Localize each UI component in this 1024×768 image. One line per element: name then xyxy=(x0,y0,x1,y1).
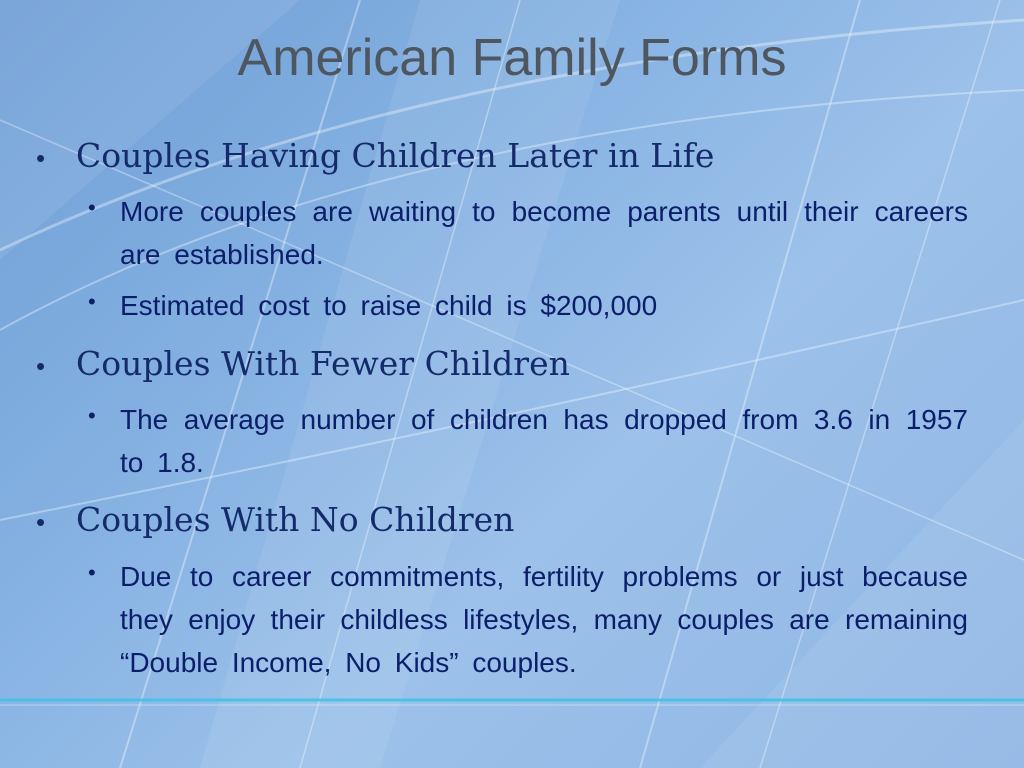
bullet-icon: • xyxy=(36,351,46,381)
heading-text: Couples With Fewer Children xyxy=(76,344,570,383)
point-waiting xyxy=(88,190,968,276)
point-text: The average number of children has dropped from 3.6 in 1957 to 1.8. xyxy=(120,404,968,478)
point-text: Estimated cost to raise child is $200,000 xyxy=(120,290,658,321)
bullet-icon: • xyxy=(88,289,96,314)
bullet-icon: • xyxy=(36,143,46,173)
heading-text: Couples Having Children Later in Life xyxy=(76,136,715,175)
point-dink xyxy=(88,555,968,684)
bullet-icon: • xyxy=(36,507,46,537)
point-text: Due to career commitments, fertility problems or just because they enjoy their childless lifestyles, many couples are remaining “Double Income, No Kids” couples. xyxy=(120,561,968,678)
point-average-number xyxy=(88,398,968,484)
slide-title: American Family Forms xyxy=(237,29,787,87)
point-cost xyxy=(88,284,968,327)
bullet-icon: • xyxy=(88,195,96,220)
section-heading-no-children xyxy=(36,500,996,539)
section-heading-later-in-life xyxy=(36,136,996,175)
point-text: More couples are waiting to become parents until their careers are established. xyxy=(120,196,968,270)
heading-text: Couples With No Children xyxy=(76,500,515,539)
section-heading-fewer-children xyxy=(36,344,996,383)
bullet-icon: • xyxy=(88,560,96,585)
bullet-icon: • xyxy=(88,403,96,428)
